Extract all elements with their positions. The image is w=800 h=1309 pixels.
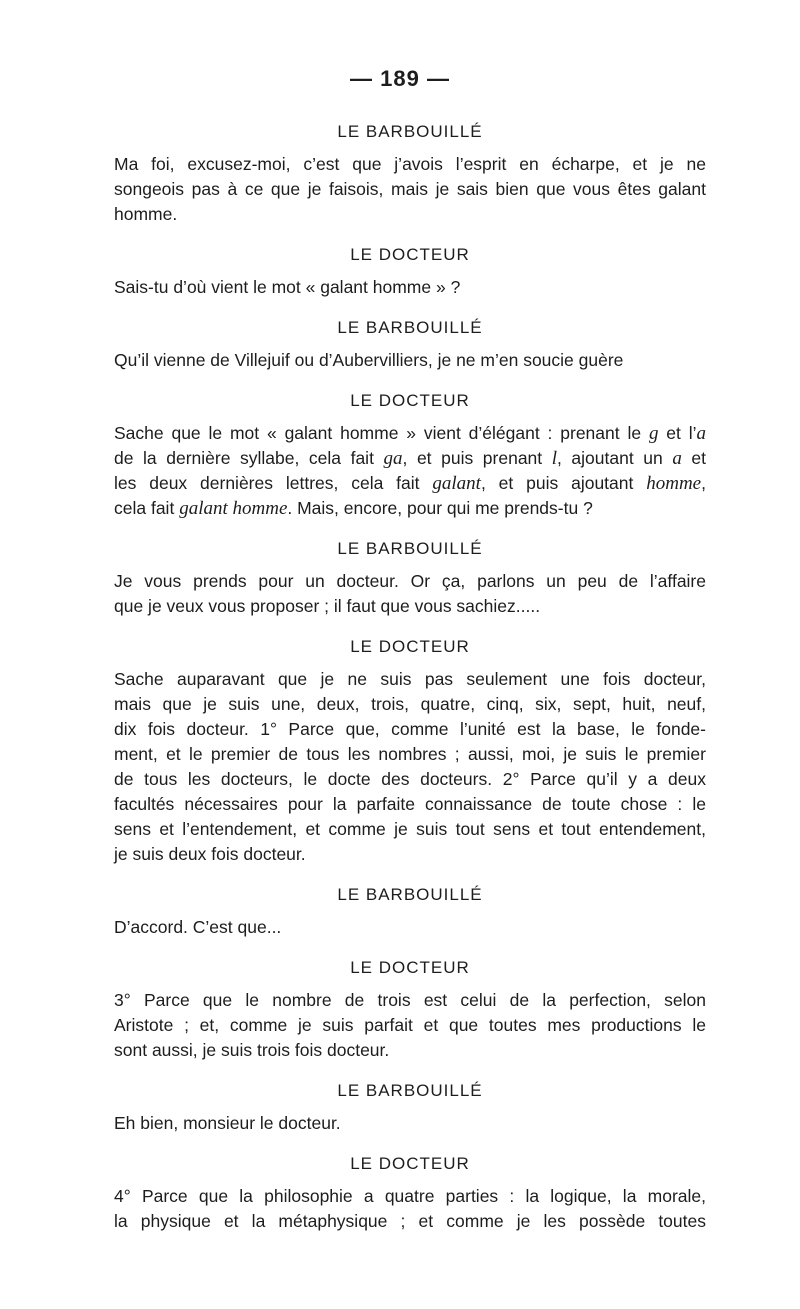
speaker-heading: LE BARBOUILLÉ: [337, 1081, 483, 1100]
speech-line: de la dernière syllabe, cela fait ga, et puis prenant l, ajoutant un a et: [114, 448, 706, 469]
speech-line: facultés nécessaires pour la parfaite connaissance de toute chose : le: [114, 794, 706, 814]
speech-line: que je veux vous proposer ; il faut que vous sachiez.....: [114, 596, 541, 616]
page-number: — 189 —: [350, 66, 450, 91]
italic-word: a: [672, 448, 682, 469]
speech-line: Sache que le mot « galant homme » vient d’élégant : prenant le g et l’a: [114, 423, 706, 444]
speech-line: 3° Parce que le nombre de trois est celui de la perfection, selon: [114, 990, 706, 1010]
italic-word: g: [648, 423, 659, 444]
speech-line: les deux dernières lettres, cela fait galant, et puis ajoutant homme,: [114, 473, 706, 494]
speech-paragraph: [114, 421, 706, 521]
speech-line: Aristote ; et, comme je suis parfait et que toutes mes productions le: [114, 1015, 706, 1035]
speech-line: mais que je suis une, deux, trois, quatre, cinq, six, sept, huit, neuf,: [114, 694, 706, 714]
speech-line: je suis deux fois docteur.: [114, 844, 306, 864]
speech-line: Ma foi, excusez-moi, c’est que j’avois l’esprit en écharpe, et je ne: [114, 154, 706, 174]
speech-paragraph: [114, 988, 706, 1063]
speech-line: Qu’il vienne de Villejuif ou d’Aubervilliers, je ne m’en soucie guère: [114, 350, 624, 370]
speech-line: D’accord. C’est que...: [114, 917, 282, 937]
speech-line: sont aussi, je suis trois fois docteur.: [114, 1040, 390, 1060]
speech-line: ment, et le premier de tous les nombres ; aussi, moi, je suis le premier: [114, 744, 706, 764]
speaker-heading: LE BARBOUILLÉ: [337, 122, 483, 141]
speaker-heading: LE BARBOUILLÉ: [337, 539, 483, 558]
dialogue-column: [114, 118, 706, 1248]
speech-paragraph: [114, 569, 706, 619]
speech-paragraph: [114, 348, 706, 373]
italic-word: l: [551, 448, 557, 469]
speaker-heading: LE DOCTEUR: [350, 245, 470, 264]
speech-paragraph: [114, 1111, 706, 1136]
speech-paragraph: [114, 1184, 706, 1234]
speaker-heading: LE DOCTEUR: [350, 958, 470, 977]
italic-word: galant homme: [179, 498, 288, 519]
speaker-heading: LE DOCTEUR: [350, 391, 470, 410]
speech-line: la physique et la métaphysique ; et comme je les possède toutes: [114, 1211, 706, 1231]
speech-line: sens et l’entendement, et comme je suis tout sens et tout entendement,: [114, 819, 706, 839]
speaker-heading: LE DOCTEUR: [350, 1154, 470, 1173]
speech-line: cela fait galant homme. Mais, encore, pour qui me prends-tu ?: [114, 498, 593, 519]
speech-paragraph: [114, 667, 706, 867]
speaker-heading: LE DOCTEUR: [350, 637, 470, 656]
speech-line: 4° Parce que la philosophie a quatre parties : la logique, la morale,: [114, 1186, 706, 1206]
speech-line: Sais-tu d’où vient le mot « galant homme » ?: [114, 277, 461, 297]
speech-paragraph: [114, 275, 706, 300]
speech-line: de tous les docteurs, le docte des docteurs. 2° Parce qu’il y a deux: [114, 769, 706, 789]
speech-paragraph: [114, 915, 706, 940]
speech-paragraph: [114, 152, 706, 227]
speech-line: Eh bien, monsieur le docteur.: [114, 1113, 341, 1133]
speech-line: Sache auparavant que je ne suis pas seulement une fois docteur,: [114, 669, 706, 689]
speech-line: Je vous prends pour un docteur. Or ça, parlons un peu de l’affaire: [114, 571, 706, 591]
italic-word: galant: [432, 473, 481, 494]
italic-word: a: [696, 423, 706, 444]
speech-line: homme.: [114, 204, 178, 224]
speech-line: dix fois docteur. 1° Parce que, comme l’unité est la base, le fonde-: [114, 719, 706, 739]
speech-line: songeois pas à ce que je faisois, mais je sais bien que vous êtes galant: [114, 179, 706, 199]
italic-word: ga: [383, 448, 403, 469]
italic-word: homme: [646, 473, 702, 494]
speaker-heading: LE BARBOUILLÉ: [337, 318, 483, 337]
speaker-heading: LE BARBOUILLÉ: [337, 885, 483, 904]
